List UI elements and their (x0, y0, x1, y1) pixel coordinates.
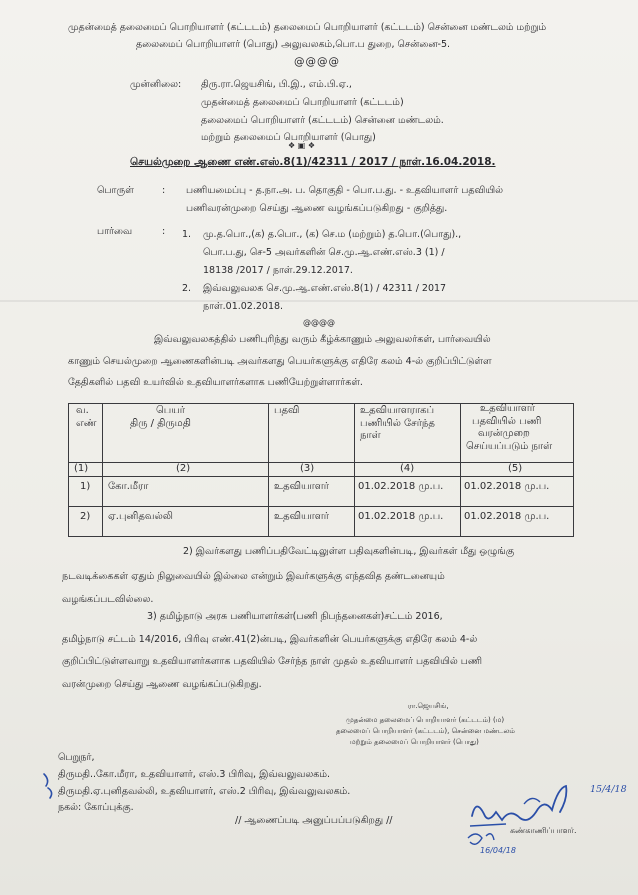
para3-line: 3) தமிழ்நாடு அரசு பணியாளர்கள்(பணி நிபந்தனைகள்)சட்டம் 2016, (147, 611, 443, 622)
reference-line: பொ.ப.து, செ-5 அவர்களின் செ.மு.ஆ.எண்.எஸ்.3 (1) / (203, 247, 445, 258)
presence-line: முதன்மைத் தலைமைப் பொறியாளர் (கட்டடம்) (201, 97, 404, 108)
handwritten-date: 15/4/18 (590, 784, 627, 795)
intro-line: இவ்வலுவலகத்தில் பணிபுரிந்து வரும் கீழ்க்காணும் அலுவலர்கள், பார்வையில் (154, 334, 491, 345)
reference-label: பார்வை (97, 226, 133, 237)
header-regularization-date: உதவியாளர் பதவியில் பணி வரன்முறை செய்யப்படும் நாள் (466, 403, 553, 452)
signatory-line: முதன்மை தலைமைப் பொறியாளர் (கட்டடம்) (ம) (346, 716, 505, 724)
col-number: (2) (176, 463, 191, 474)
para2-line: நடவடிக்கைகள் ஏதும் நிலுவையில் இல்லை என்றும் இவர்களுக்கு எந்தவித தண்டனையும் (62, 571, 445, 582)
header-serial: வ. எண் (76, 405, 97, 429)
signatory-line: தலைமைப் பொறியாளர் (கட்டடம்), சென்னை மண்டலம் (336, 727, 515, 735)
table-row-name: கோ.மீரா (108, 481, 149, 492)
recipient-line: திருமதி.ஏ.புனிதவல்லி, உதவியாளர், எஸ்.2 பிரிவு, இவ்வலுவலகம். (58, 786, 351, 797)
intro-line: காணும் செயல்முறை ஆணைகளின்படி அவர்களது பெயர்களுக்கு எதிரே கலம் 4-ல் குறிப்பிட்டுள்ள (68, 356, 492, 367)
reference-mark: @@@@ (303, 318, 335, 327)
copy-note: நகல்: கோப்புக்கு. (58, 802, 134, 813)
reference-num: 1. (182, 229, 192, 240)
para2-line: 2) இவர்களது பணிப்பதிவேட்டிலுள்ள பதிவுகளின்படி, இவர்கள் மீது ஒழுங்கு (183, 546, 515, 557)
col-number: (3) (300, 463, 315, 474)
paper-fold (0, 300, 638, 302)
col-number: (5) (508, 463, 523, 474)
staff-table (68, 403, 574, 537)
presence-line: மற்றும் தலைமைப் பொறியாளர் (பொது) (201, 132, 376, 143)
header-line-2: தலைமைப் பொறியாளர் (பொது) அலுவலகம்,பொ.ப துறை, சென்னை-5. (136, 39, 451, 50)
reference-num: 2. (182, 283, 192, 294)
col-number: (1) (74, 463, 89, 474)
attestation-caption: கண்காணிப்பாளர். (510, 826, 577, 835)
header-name: பெயர் திரு / திருமதி (130, 405, 191, 429)
intro-line: தேதிகளில் பதவி உயர்வில் உதவியாளர்களாக பணியேற்றுள்ளார்கள். (68, 377, 363, 388)
header-join-date: உதவியாளராகப் பணியில் சேர்ந்த நாள் (360, 405, 435, 441)
reference-colon: : (162, 226, 166, 237)
table-row-join-date: 01.02.2018 மு.ப. (358, 481, 444, 492)
handwritten-tick-marks (40, 770, 70, 800)
table-row-serial: 2) (80, 511, 91, 522)
order-title: செயல்முறை ஆணை எண்.எஸ்.8(1)/42311 / 2017 / நாள்.16.04.2018. (130, 156, 496, 168)
subject-label: பொருள் (97, 185, 134, 196)
table-row-regular-date: 01.02.2018 மு.ப. (464, 481, 550, 492)
table-row-join-date: 01.02.2018 மு.ப. (358, 511, 444, 522)
subject-colon: : (162, 185, 166, 196)
table-row-regular-date: 01.02.2018 மு.ப. (464, 511, 550, 522)
para2-line: வழங்கப்படவில்லை. (62, 594, 154, 605)
para3-line: குறிப்பிட்டுள்ளவாறு உதவியாளர்களாக பதவியில் சேர்ந்த நாள் முதல் உதவியாளர் பதவியில் பணி (62, 656, 482, 667)
recipient-line: திருமதி..கோ.மீரா, உதவியாளர், எஸ்.3 பிரிவு, இவ்வலுவலகம். (58, 769, 331, 780)
footer-note: // ஆணைப்படி அனுப்பப்படுகிறது // (235, 815, 393, 826)
reference-line: மு.த.பொ.,(க) த.பொ., (க) செ.ம (மற்றும்) த.பொ.(பொது)., (203, 229, 462, 240)
presence-line: திரு.ரா.ஜெயசிங், பி.இ., எம்.பி.ஏ., (201, 79, 352, 90)
header-mark: @@@@ (294, 56, 340, 68)
para3-line: தமிழ்நாடு சட்டம் 14/2016, பிரிவு எண்.41(2)ன்படி, இவர்களின் பெயர்களுக்கு எதிரே கலம் 4-ல் (62, 634, 478, 645)
table-row-post: உதவியாளர் (274, 511, 330, 522)
stamp-date: 16/04/18 (480, 846, 516, 855)
signatory-name: ரா.ஜெயசிங், (408, 702, 449, 710)
header-post: பதவி (274, 405, 300, 416)
presence-line: தலைமைப் பொறியாளர் (கட்டடம்) சென்னை மண்டலம். (201, 115, 444, 126)
header-line-1: முதன்மைத் தலைமைப் பொறியாளர் (கட்டடம்) தலைமைப் பொறியாளர் (கட்டடம்) சென்னை மண்டலம் மற்றும் (68, 22, 547, 33)
recipients-label: பெறுநர், (58, 752, 95, 763)
presence-ornament: ❖ ▣ ❖ (288, 141, 315, 150)
reference-line: 18138 /2017 / நாள்.29.12.2017. (203, 265, 353, 276)
subject-line: பணிவரன்முறை செய்து ஆணை வழங்கப்படுகிறது - குறித்து. (186, 203, 448, 214)
reference-line: நாள்.01.02.2018. (203, 301, 284, 312)
table-row-name: ஏ.புனிதவல்லி (108, 511, 173, 522)
para3-line: வரன்முறை செய்து ஆணை வழங்கப்படுகிறது. (62, 679, 262, 690)
col-number: (4) (400, 463, 415, 474)
table-row-serial: 1) (80, 481, 91, 492)
signatory-line: மற்றும் தலைமைப் பொறியாளர் (பொது) (350, 738, 479, 746)
subject-line: பணியமைப்பு - த.நா.அ. ப. தொகுதி - பொ.ப.து. - உதவியாளர் பதவியில் (186, 185, 504, 196)
presence-label: முன்னிலை: (130, 79, 182, 90)
table-row-post: உதவியாளர் (274, 481, 330, 492)
reference-line: இவ்வலுவலக செ.மு.ஆ.எண்.எஸ்.8(1) / 42311 / 2017 (203, 283, 447, 294)
